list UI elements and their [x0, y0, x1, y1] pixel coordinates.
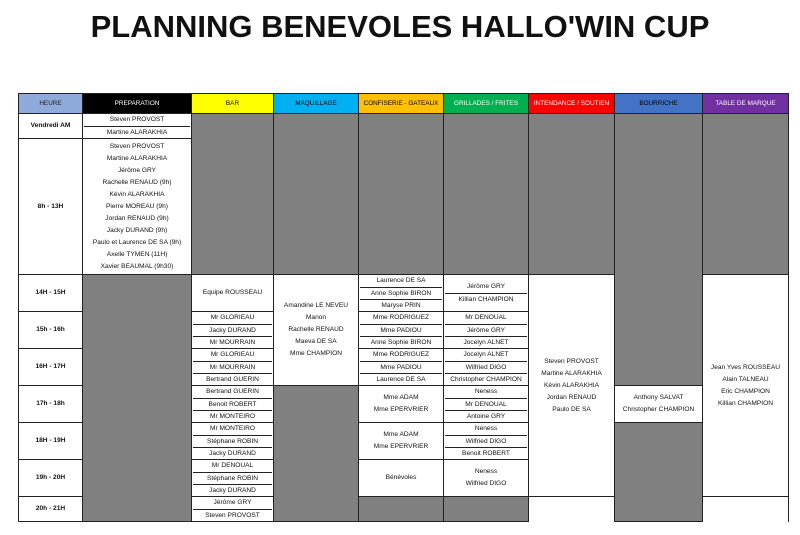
volunteer-name: Paulo DE SA [552, 405, 591, 413]
volunteer-name: Neness [474, 468, 498, 475]
volunteer-name: Jocelyn ALNET [445, 336, 527, 348]
hour-cell: 16H - 17H [19, 349, 83, 386]
volunteer-name: Jérôme GRY [118, 166, 156, 174]
volunteer-name: Jacky DURAND (9h) [106, 226, 168, 234]
grillades-cell [444, 312, 529, 349]
empty-cell [192, 114, 274, 275]
table-marque-cell [703, 275, 789, 497]
volunteer-name: Steven PROVOST [109, 142, 165, 150]
volunteer-name: Mr GLORIEAU [210, 351, 255, 358]
volunteer-name: Steven PROVOST [109, 116, 165, 123]
volunteer-name: Jocelyn ALNET [463, 351, 509, 358]
volunteer-name: Laurence DE SA [360, 373, 442, 385]
header-preparation: PREPARATION [83, 94, 192, 114]
volunteer-name: Mr DENOUAL [445, 398, 527, 410]
header-row [19, 94, 789, 114]
bar-cell [192, 312, 274, 349]
volunteer-name: Mme ADAM [383, 431, 419, 438]
volunteer-name: Eric CHAMPION [721, 387, 770, 395]
volunteer-name: Anne Sophie BIRON [360, 287, 442, 299]
volunteer-name: Amandine LE NEVEU [283, 302, 349, 309]
volunteer-name: Jérôme GRY [213, 499, 252, 506]
volunteer-name: Stéphane ROBIN [193, 435, 272, 447]
header-table-de-marque: TABLE DE MARQUE [703, 94, 789, 114]
empty-cell [703, 114, 789, 275]
empty-cell [274, 386, 359, 522]
volunteer-name: Mr MOURRAIN [193, 336, 272, 348]
empty-cell [615, 423, 703, 522]
volunteer-name: Mme CHAMPION [289, 350, 343, 357]
header-heure: HEURE [19, 94, 83, 114]
grillades-cell [444, 423, 529, 460]
volunteer-name: Steven PROVOST [193, 509, 272, 521]
volunteer-name: Jacky DURAND [193, 447, 272, 459]
volunteer-name: Jordan RENAUD (9h) [105, 214, 169, 222]
hour-cell: 14H - 15H [19, 275, 83, 312]
volunteer-name: Christopher CHAMPION [622, 406, 695, 413]
volunteer-name: Martine ALARAKHIA [106, 154, 168, 162]
maquillage-cell [274, 275, 359, 386]
volunteer-name: Anthony SALVAT [633, 394, 684, 401]
bar-cell [192, 423, 274, 460]
header-confiserie: CONFISERIE - GATEAUX [359, 94, 444, 114]
planning-table [18, 93, 789, 522]
bar-cell: Equipe ROUSSEAU [192, 275, 274, 312]
volunteer-name: Mme PADIOU [360, 324, 442, 336]
volunteer-name: Axelle TYMEN (11H) [106, 250, 168, 258]
empty-cell [529, 114, 615, 275]
empty-cell [444, 114, 529, 275]
header-bourriche: BOURRICHE [615, 94, 703, 114]
volunteer-name: Mr GLORIEAU [210, 314, 255, 321]
volunteer-name: Mme PADIOU [360, 361, 442, 373]
hour-cell: 17h - 18h [19, 386, 83, 423]
volunteer-name: Kévin ALARAKHIA [544, 381, 599, 389]
bourriche-cell [615, 386, 703, 423]
volunteer-name: Alain TALNEAU [722, 375, 769, 383]
volunteer-name: Anne Sophie BIRON [360, 336, 442, 348]
header-grillades: GRILLADES / FRITES [444, 94, 529, 114]
volunteer-name: Killian CHAMPION [718, 399, 773, 407]
prep-cell [83, 139, 192, 275]
volunteer-name: Mme EPERVRIER [373, 406, 429, 413]
volunteer-name: Kévin ALARAKHIA [109, 190, 165, 198]
row-vendredi [19, 114, 789, 139]
volunteer-name: Jordan RENAUD [546, 393, 597, 401]
hour-cell: Vendredi AM [19, 114, 83, 139]
volunteer-name: Mme RODRIGUEZ [372, 351, 430, 358]
volunteer-name: Mr MOURRAIN [193, 361, 272, 373]
volunteer-name: Bertrand GUERIN [206, 388, 259, 395]
empty-cell [83, 275, 192, 522]
bar-cell [192, 386, 274, 423]
volunteer-name: Killian CHAMPION [445, 293, 527, 305]
hour-cell: 18H - 19H [19, 423, 83, 460]
volunteer-name: Benoit ROBERT [193, 398, 272, 410]
header-bar: BAR [192, 94, 274, 114]
volunteer-name: Mr MONTEIRO [209, 425, 256, 432]
empty-cell [359, 114, 444, 275]
volunteer-name: Xavier BEAUMAL (9h30) [100, 262, 174, 270]
volunteer-name: Mme EPERVRIER [373, 443, 429, 450]
confiserie-cell [359, 275, 444, 312]
grillades-cell [444, 460, 529, 497]
header-maquillage: MAQUILLAGE [274, 94, 359, 114]
grillades-cell [444, 275, 529, 312]
confiserie-cell [359, 312, 444, 349]
volunteer-name: Mme RODRIGUEZ [372, 314, 430, 321]
empty-cell [359, 497, 444, 522]
volunteer-name: Mr DENOUAL [211, 462, 254, 469]
bar-cell [192, 497, 274, 522]
volunteer-name: Jacky DURAND [193, 324, 272, 336]
bar-cell [192, 460, 274, 497]
volunteer-name: Maryse PRIN [360, 299, 442, 311]
volunteer-name: Jacky DURAND [193, 484, 272, 496]
volunteer-name: Steven PROVOST [544, 357, 599, 365]
volunteer-name: Bertrand GUERIN [193, 373, 272, 385]
hour-cell: 19h - 20H [19, 460, 83, 497]
empty-cell [444, 497, 529, 522]
volunteer-name: Paulo et Laurence DE SA (9h) [92, 238, 182, 246]
grillades-cell [444, 349, 529, 386]
volunteer-name: Maeva DE SA [295, 338, 337, 345]
hour-cell: 20h - 21H [19, 497, 83, 522]
page-title: PLANNING BENEVOLES HALLO'WIN CUP [90, 9, 710, 44]
volunteer-name: Mr MONTEIRO [193, 410, 272, 422]
volunteer-name: Antoine GRY [445, 410, 527, 422]
confiserie-cell [359, 423, 444, 460]
volunteer-name: Benoit ROBERT [445, 447, 527, 459]
volunteer-name: Wilfried DIGO [445, 435, 527, 447]
confiserie-cell [359, 460, 444, 497]
volunteer-name: Christopher CHAMPION [445, 373, 527, 385]
volunteer-name: Pierre MOREAU (9h) [106, 202, 168, 210]
volunteer-name: Laurence DE SA [376, 277, 426, 284]
volunteer-name: Jérôme GRY [467, 283, 505, 290]
volunteer-name: Rachelle RENAUD [288, 326, 344, 333]
volunteer-name: Mme ADAM [383, 394, 419, 401]
volunteer-name: Manon [305, 314, 327, 321]
volunteer-name: Neness [474, 388, 498, 395]
confiserie-cell [359, 349, 444, 386]
volunteer-name: Wilfried DIGO [465, 480, 507, 487]
bar-cell [192, 349, 274, 386]
volunteer-name: Jérôme GRY [445, 324, 527, 336]
hour-cell: 8h - 13H [19, 139, 83, 275]
volunteer-name: Bénévoles [385, 474, 417, 481]
volunteer-name: Martine ALARAKHIA [84, 126, 190, 138]
grillades-cell [444, 386, 529, 423]
volunteer-name: Martine ALARAKHIA [541, 369, 602, 377]
empty-cell [615, 114, 703, 386]
volunteer-name: Neness [474, 425, 498, 432]
volunteer-name: Mr DENOUAL [465, 314, 507, 321]
intendance-cell [529, 275, 615, 497]
volunteer-name: Wilfried DIGO [445, 361, 527, 373]
confiserie-cell [359, 386, 444, 423]
header-intendance: INTENDANCE / SOUTIEN [529, 94, 615, 114]
volunteer-name: Stéphane ROBIN [193, 472, 272, 484]
hour-cell: 15h - 16h [19, 312, 83, 349]
volunteer-name: Jean Yves ROUSSEAU [710, 363, 781, 371]
empty-cell [274, 114, 359, 275]
volunteer-name: Rachelle RENAUD (9h) [102, 178, 172, 186]
prep-cell [83, 114, 192, 139]
